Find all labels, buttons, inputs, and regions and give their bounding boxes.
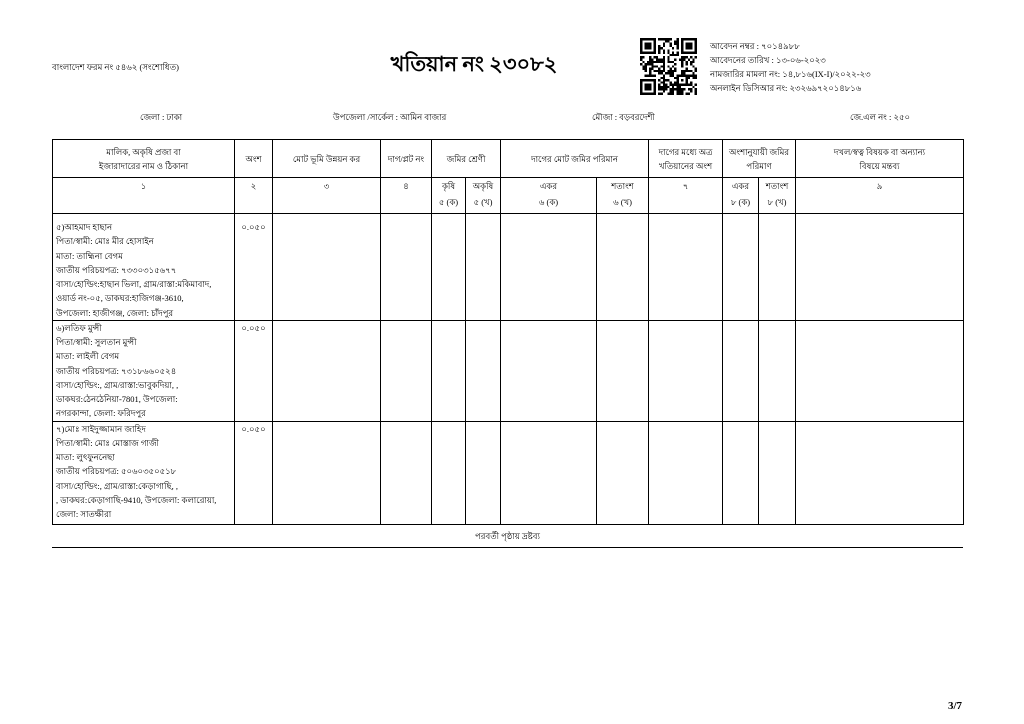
sub-header-label: কৃষি — [441, 181, 456, 191]
khatian-title: খতিয়ান নং ২৩০৮২ — [390, 52, 558, 76]
col-number-3 — [273, 178, 381, 214]
col-5b-non-agricultural — [466, 178, 501, 214]
owner-mother: মাতা: লুৎফুননেছা — [56, 452, 115, 462]
empty-cell — [273, 320, 381, 421]
owner-father: পিতা/স্বামী: মোঃ মোস্তাজ গাজী — [56, 437, 159, 448]
col-number: ৫ (ক) — [438, 197, 459, 207]
col-number: ৯ — [876, 181, 883, 191]
col-number: ৪ — [403, 181, 409, 191]
header-owner-name-address: মালিক, অকৃষি প্রজা বা ইজারাদারের নাম ও ঠিকানা — [53, 140, 235, 178]
empty-cell — [796, 320, 964, 421]
empty-cell — [381, 320, 432, 421]
owner-details — [53, 421, 235, 525]
empty-cell — [466, 421, 501, 525]
owner-name: ৫)আহমাদ হাছান — [56, 222, 113, 232]
owner-row — [53, 320, 964, 421]
empty-cell — [649, 421, 723, 525]
col-number-4 — [381, 178, 432, 214]
empty-cell — [501, 214, 597, 321]
col-number: ৬ (খ) — [613, 197, 632, 207]
share-value: ০.০৫০ — [241, 222, 266, 232]
empty-cell — [723, 421, 759, 525]
qr-code — [640, 38, 697, 95]
col-number-2 — [235, 178, 273, 214]
owner-address-line: জেলা: সাতক্ষীরা — [56, 509, 112, 519]
col-number: ২ — [250, 181, 257, 191]
khatian-table — [52, 139, 964, 525]
col-6a-acre — [501, 178, 597, 214]
col-8b-decimal — [759, 178, 796, 214]
empty-cell — [501, 320, 597, 421]
empty-cell — [759, 214, 796, 321]
empty-cell — [796, 214, 964, 321]
empty-cell — [597, 214, 649, 321]
col-number-1 — [53, 178, 235, 214]
empty-cell — [597, 320, 649, 421]
empty-cell — [432, 320, 466, 421]
district: জেলা : ঢাকা — [140, 112, 183, 122]
upazila-circle: উপজেলা /সার্কেল : আমিন বাজার — [333, 112, 447, 122]
col-number: ৫ (খ) — [473, 197, 493, 207]
jl-number: জে.এল নং : ২৫০ — [850, 112, 911, 122]
empty-cell — [466, 320, 501, 421]
share-value: ০.০৫০ — [241, 322, 266, 333]
empty-cell — [273, 214, 381, 321]
owner-details — [53, 320, 235, 421]
empty-cell — [501, 421, 597, 525]
header-land-development-tax: মোট ভূমি উন্নয়ন কর — [273, 140, 381, 178]
owner-row — [53, 421, 964, 525]
col-8a-acre — [723, 178, 759, 214]
owner-address-line: বাসা/হোল্ডিং:, গ্রাম/রাস্তা:ভাবুকদিয়া, , — [56, 379, 179, 390]
empty-cell — [649, 320, 723, 421]
owner-father: পিতা/স্বামী: সুলতান মুন্সী — [56, 337, 137, 347]
col-number: ৭ — [682, 181, 689, 191]
owner-share — [235, 214, 273, 321]
mutation-case-number: নামজারির মামলা নং: ১৪,৮১৬(IX-I)/২০২২-২৩ — [710, 69, 871, 79]
col-number: ১ — [140, 181, 147, 191]
empty-cell — [273, 421, 381, 525]
owner-nid: জাতীয় পরিচয়পত্র: ৫০৬০৩৫০৫১৮ — [56, 466, 177, 477]
owner-row — [53, 214, 964, 321]
col-number: ৮ (ক) — [730, 197, 751, 207]
header-share: অংশ — [235, 140, 273, 178]
empty-cell — [649, 214, 723, 321]
empty-cell — [597, 421, 649, 525]
empty-cell — [466, 214, 501, 321]
empty-cell — [723, 214, 759, 321]
empty-cell — [432, 214, 466, 321]
sub-header-label: একর — [539, 181, 558, 191]
owner-address-line: উপজেলা: হাজীগঞ্জ, জেলা: চাঁদপুর — [56, 307, 174, 318]
sub-header-label: শতাংশ — [765, 181, 789, 191]
online-dcr-number: অনলাইন ডিসিআর নং: ২৩২৬৯৭২০১৪৮১৬ — [710, 83, 862, 93]
owner-details — [53, 214, 235, 321]
application-info — [710, 39, 871, 95]
empty-cell — [759, 421, 796, 525]
header-plot-number: দাগ/প্লট নং — [381, 140, 432, 178]
mouza: মৌজা : বড়বরদেশী — [592, 112, 655, 122]
empty-cell — [432, 421, 466, 525]
header-area-by-share: অংশানুযায়ী জমির পরিমাণ — [723, 140, 796, 178]
header-land-class: জমির শ্রেণী — [432, 140, 501, 178]
col-number-7 — [649, 178, 723, 214]
sub-header-label: একর — [731, 181, 750, 191]
application-date: আবেদনের তারিখ : ১৩-০৬-২০২৩ — [710, 55, 826, 65]
col-number: ৬ (ক) — [538, 197, 559, 207]
continued-note: পরবর্তী পৃষ্ঠায় দ্রষ্টব্য — [475, 531, 540, 541]
owner-name: ৬)লতিফ মুন্সী — [56, 322, 102, 333]
owner-address-line: ডাকঘর:ঠেনঠেনিয়া-7801, উপজেলা: — [56, 394, 178, 404]
empty-cell — [759, 320, 796, 421]
owner-address-line: বাসা/হোল্ডিং:হাছান ভিলা, গ্রাম/রাস্তা:মকিমাবাদ, — [56, 279, 212, 289]
header-plot-total-area: দাগের মোট জমির পরিমান — [501, 140, 649, 178]
page-number: 3/7 — [948, 700, 963, 712]
share-value: ০.০৫০ — [241, 423, 266, 434]
col-number: ৩ — [323, 181, 330, 191]
owner-mother: মাতা: তাহ্মিনা বেগম — [56, 250, 123, 261]
sub-header-row — [53, 178, 964, 214]
col-number: ৮ (খ) — [767, 197, 787, 207]
owner-name: ৭)মোঃ সাইদুজ্জামান জাহিদ — [56, 423, 146, 434]
footer-divider — [52, 547, 963, 548]
col-6b-decimal — [597, 178, 649, 214]
owner-nid: জাতীয় পরিচয়পত্র: ৭৩৩০৩১৫৬৭৭ — [56, 264, 177, 275]
empty-cell — [381, 214, 432, 321]
sub-header-label: অকৃষি — [472, 181, 494, 191]
empty-cell — [723, 320, 759, 421]
application-number: আবেদন নম্বর : ৭০১৪৯৮৮ — [710, 41, 800, 51]
header-row — [53, 140, 964, 178]
owner-address-line: নগরকান্দা, জেলা: ফরিদপুর — [56, 408, 146, 419]
empty-cell — [796, 421, 964, 525]
form-number: বাংলাদেশ ফরম নং ৫৪৬২ (সংশোধিত) — [52, 62, 179, 72]
owner-address-line: বাসা/হোল্ডিং:, গ্রাম/রাস্তা:কেড়াগাছি, , — [56, 480, 178, 491]
owner-mother: মাতা: লাইলী বেগম — [56, 351, 120, 362]
empty-cell — [381, 421, 432, 525]
owner-nid: জাতীয় পরিচয়পত্র: ৭৩১৮৬৬০৫২৪ — [56, 365, 177, 376]
owner-address-line: ওয়ার্ড নং-০৫, ডাকঘর:হাজিগঞ্জ-3610, — [56, 293, 184, 304]
header-khatian-share-in-plot: দাগের মধ্যে অত্র খতিয়ানের অংশ — [649, 140, 723, 178]
col-number-9 — [796, 178, 964, 214]
owner-address-line: , ডাকঘর:কেড়াগাছি-9410, উপজেলা: কলারোয়া, — [56, 494, 217, 505]
header-remarks: দখল/স্বত্ব বিষয়ক বা অন্যান্য বিষয়ে মন্তব্য — [796, 140, 964, 178]
owner-share — [235, 320, 273, 421]
owner-father: পিতা/স্বামী: মোঃ মীর হোসাইন — [56, 236, 154, 247]
col-5a-agricultural — [432, 178, 466, 214]
owner-share — [235, 421, 273, 525]
sub-header-label: শতাংশ — [611, 181, 634, 191]
